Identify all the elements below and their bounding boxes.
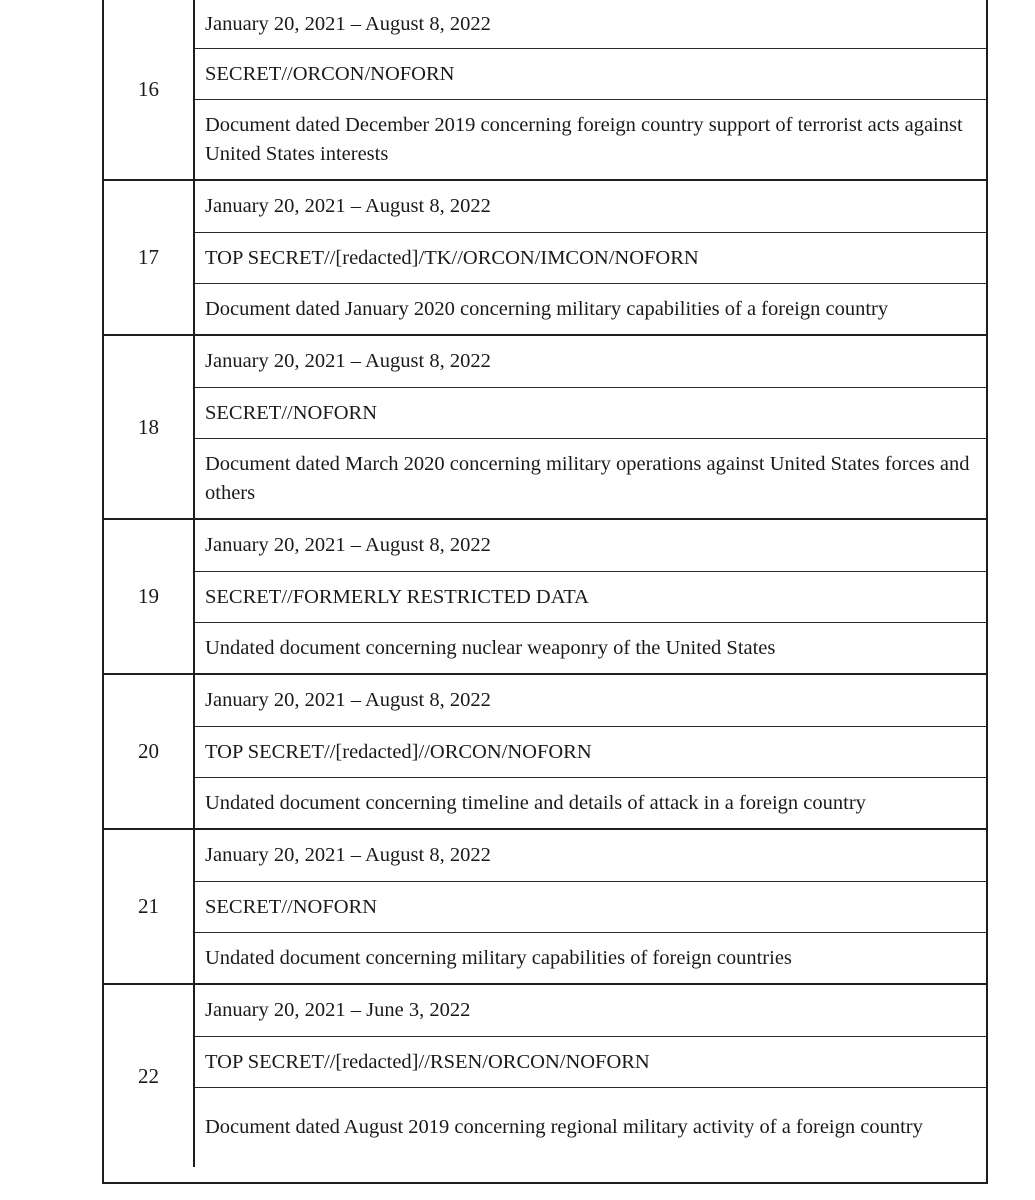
table-row bbox=[104, 828, 986, 983]
date-range-cell bbox=[195, 675, 986, 726]
document-table bbox=[102, 0, 988, 1184]
classification-cell bbox=[195, 48, 986, 99]
description-text: Document dated December 2019 concerning foreign country support of terrorist acts against United States interests bbox=[205, 113, 963, 165]
date-range-cell bbox=[195, 985, 986, 1036]
date-range-text: January 20, 2021 – August 8, 2022 bbox=[205, 534, 491, 556]
table-row bbox=[104, 673, 986, 828]
date-range-text: January 20, 2021 – August 8, 2022 bbox=[205, 195, 491, 217]
description-text: Undated document concerning military capabilities of foreign countries bbox=[205, 946, 792, 969]
description-cell bbox=[195, 99, 986, 179]
count-number: 20 bbox=[104, 675, 195, 828]
description-cell bbox=[195, 283, 986, 334]
entry-details bbox=[195, 830, 986, 983]
classification-text: SECRET//NOFORN bbox=[205, 895, 377, 918]
count-number: 18 bbox=[104, 336, 195, 518]
date-range-cell bbox=[195, 181, 986, 232]
classification-cell bbox=[195, 571, 986, 622]
table-row bbox=[104, 983, 986, 1167]
classification-cell bbox=[195, 726, 986, 777]
entry-details bbox=[195, 675, 986, 828]
table-row bbox=[104, 0, 986, 179]
classification-cell bbox=[195, 881, 986, 932]
count-number: 16 bbox=[104, 0, 195, 179]
count-number: 21 bbox=[104, 830, 195, 983]
count-number: 19 bbox=[104, 520, 195, 673]
table-row bbox=[104, 179, 986, 334]
table-row bbox=[104, 334, 986, 518]
date-range-text: January 20, 2021 – August 8, 2022 bbox=[205, 689, 491, 711]
classification-cell bbox=[195, 387, 986, 438]
date-range-cell bbox=[195, 336, 986, 387]
table-row bbox=[104, 518, 986, 673]
classification-text: SECRET//NOFORN bbox=[205, 401, 377, 424]
description-text: Document dated March 2020 concerning military operations against United States forces and others bbox=[205, 452, 970, 504]
classification-text: SECRET//ORCON/NOFORN bbox=[205, 62, 455, 85]
date-range-text: January 20, 2021 – August 8, 2022 bbox=[205, 350, 491, 372]
date-range-text: January 20, 2021 – June 3, 2022 bbox=[205, 999, 471, 1021]
classification-cell bbox=[195, 1036, 986, 1087]
count-number: 22 bbox=[104, 985, 195, 1167]
description-text: Document dated January 2020 concerning military capabilities of a foreign country bbox=[205, 297, 889, 320]
description-cell bbox=[195, 622, 986, 673]
classification-text: TOP SECRET//[redacted]//ORCON/NOFORN bbox=[205, 740, 592, 763]
classification-text: TOP SECRET//[redacted]//RSEN/ORCON/NOFORN bbox=[205, 1050, 650, 1073]
classification-cell bbox=[195, 232, 986, 283]
description-text: Undated document concerning nuclear weaponry of the United States bbox=[205, 636, 776, 659]
entry-details bbox=[195, 985, 986, 1167]
entry-details bbox=[195, 520, 986, 673]
description-text: Document dated August 2019 concerning regional military activity of a foreign country bbox=[205, 1116, 923, 1138]
description-cell bbox=[195, 777, 986, 828]
date-range-text: January 20, 2021 – August 8, 2022 bbox=[205, 844, 491, 866]
count-number: 17 bbox=[104, 181, 195, 334]
date-range-cell bbox=[195, 520, 986, 571]
entry-details bbox=[195, 0, 986, 179]
classification-text: TOP SECRET//[redacted]/TK//ORCON/IMCON/NOFORN bbox=[205, 246, 699, 269]
description-text: Undated document concerning timeline and details of attack in a foreign country bbox=[205, 791, 866, 814]
description-cell bbox=[195, 932, 986, 983]
entry-details bbox=[195, 181, 986, 334]
entry-details bbox=[195, 336, 986, 518]
classification-text: SECRET//FORMERLY RESTRICTED DATA bbox=[205, 585, 589, 608]
description-cell bbox=[195, 438, 986, 518]
date-range-cell bbox=[195, 830, 986, 881]
description-cell bbox=[195, 1087, 986, 1167]
date-range-text: January 20, 2021 – August 8, 2022 bbox=[205, 12, 491, 35]
date-range-cell bbox=[195, 0, 986, 48]
